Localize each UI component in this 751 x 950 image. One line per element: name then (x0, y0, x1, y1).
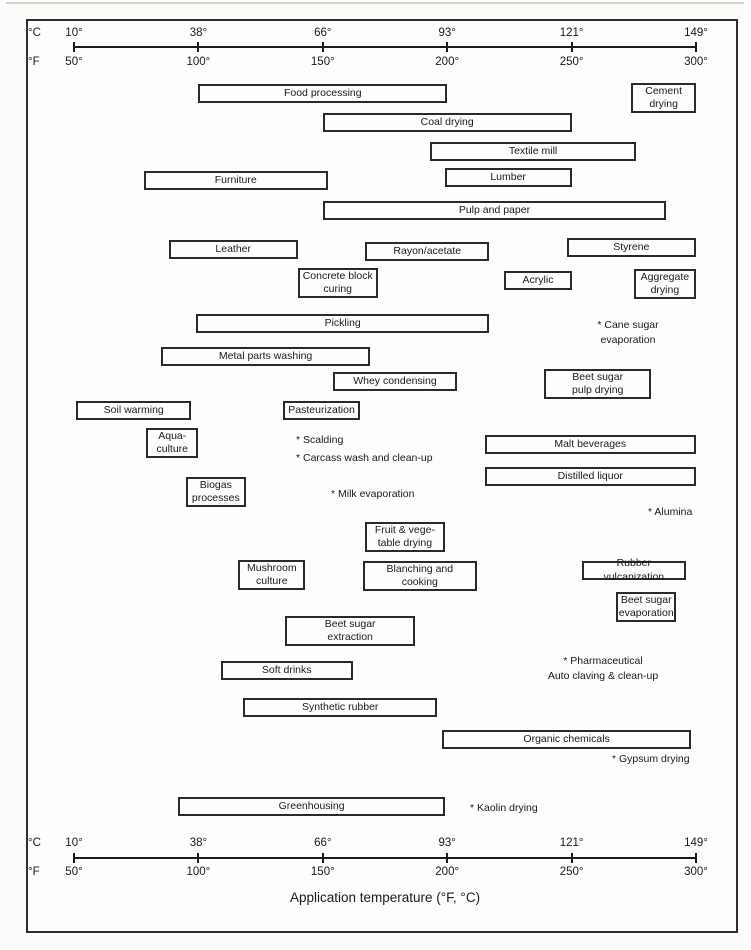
range-box-label: Soil warming (103, 403, 164, 416)
range-box-label: Textile mill (508, 144, 558, 157)
range-box-food-processing (198, 84, 447, 103)
range-box-label: Pulp and paper (458, 203, 531, 216)
range-box-label: Styrene (613, 240, 650, 253)
range-box-beet-sugar-extraction (285, 616, 414, 646)
range-box-rubber-vulcanization (582, 557, 686, 583)
note-gypsum-drying: * Gypsum drying (612, 753, 690, 765)
tick-label-fahrenheit: 100° (186, 56, 211, 68)
axis-unit-fahrenheit: °F (28, 866, 40, 878)
range-box-label: Pickling (324, 316, 361, 329)
range-box-label: Food processing (283, 86, 362, 99)
tick-label-celsius: 149° (684, 837, 708, 849)
tick-label-celsius: 93° (438, 27, 456, 39)
tick-label-fahrenheit: 300° (684, 56, 708, 68)
tick-label-fahrenheit: 150° (310, 866, 335, 878)
range-box-label: Beet sugar extraction (324, 617, 376, 643)
range-box-metal-parts-washing (161, 347, 370, 366)
tick-label-fahrenheit: 300° (684, 866, 708, 878)
range-box-beet-sugar-pulp-drying (544, 369, 651, 399)
tick-mark (73, 42, 75, 52)
tick-label-fahrenheit: 250° (559, 56, 584, 68)
tick-label-celsius: 38° (189, 27, 208, 39)
tick-label-fahrenheit: 200° (435, 56, 460, 68)
range-box-soil-warming (76, 401, 190, 420)
range-box-acrylic (504, 271, 571, 290)
range-box-label: Synthetic rubber (301, 700, 379, 713)
tick-mark (571, 42, 573, 52)
note-carcass-wash-and-clean-up: * Carcass wash and clean-up (296, 452, 433, 464)
tick-label-celsius: 149° (684, 27, 708, 39)
range-box-label: Rubber vulcanization (603, 557, 665, 583)
tick-label-celsius: 38° (189, 837, 208, 849)
range-box-label: Aggregate drying (640, 270, 690, 296)
range-box-rayon-acetate (365, 242, 489, 261)
tick-label-celsius: 121° (559, 27, 584, 39)
range-box-label: Biogas processes (191, 478, 240, 504)
range-box-label: Blanching and cooking (386, 562, 454, 588)
range-box-label: Greenhousing (278, 799, 345, 812)
range-box-aqua-culture (146, 428, 198, 458)
range-box-cement-drying (631, 83, 696, 113)
tick-label-fahrenheit: 50° (65, 56, 83, 68)
range-box-organic-chemicals (442, 730, 691, 749)
tick-mark (446, 42, 448, 52)
range-box-label: Lumber (490, 170, 526, 183)
range-box-pickling (196, 314, 490, 333)
range-box-label: Rayon/acetate (393, 244, 462, 257)
tick-label-fahrenheit: 150° (310, 56, 335, 68)
range-box-label: Pasteurization (288, 403, 355, 416)
tick-label-fahrenheit: 200° (435, 866, 460, 878)
range-box-label: Leather (215, 242, 252, 255)
range-box-malt-beverages (485, 435, 696, 454)
scan-artifact-line (6, 2, 744, 4)
range-box-label: Aqua- culture (156, 429, 189, 455)
tick-mark (571, 853, 573, 863)
range-box-mushroom-culture (238, 560, 305, 590)
range-box-blanching-and-cooking (363, 561, 477, 591)
range-box-furniture (144, 171, 328, 190)
tick-label-celsius: 66° (314, 27, 332, 39)
range-box-label: Soft drinks (261, 663, 312, 676)
range-box-label: Beet sugar evaporation (618, 593, 674, 619)
chart-caption: Application temperature (°F, °C) (289, 890, 481, 905)
range-box-label: Metal parts washing (218, 349, 313, 362)
range-box-concrete-block-curing (298, 268, 378, 298)
range-box-greenhousing (178, 797, 444, 816)
range-box-label: Cement drying (645, 84, 683, 110)
tick-label-fahrenheit: 50° (65, 866, 83, 878)
range-box-whey-condensing (333, 372, 457, 391)
note-milk-evaporation: * Milk evaporation (331, 488, 415, 500)
tick-label-celsius: 10° (65, 27, 83, 39)
tick-label-fahrenheit: 250° (559, 866, 584, 878)
axis-unit-celsius: °C (28, 837, 41, 849)
range-box-label: Beet sugar pulp drying (572, 370, 624, 396)
axis-line (74, 46, 696, 48)
tick-mark (695, 853, 697, 863)
note-alumina: * Alumina (648, 506, 693, 518)
range-box-leather (169, 240, 298, 259)
tick-label-celsius: 121° (559, 837, 584, 849)
range-box-styrene (567, 238, 696, 257)
range-box-label: Acrylic (522, 273, 554, 286)
note-kaolin-drying: * Kaolin drying (470, 802, 538, 814)
tick-mark (73, 853, 75, 863)
tick-mark (322, 42, 324, 52)
tick-label-fahrenheit: 100° (186, 866, 211, 878)
range-box-distilled-liquor (485, 467, 696, 486)
note-cane-sugar-evaporation: * Cane sugar evaporation (597, 319, 659, 347)
range-box-soft-drinks (221, 661, 353, 680)
tick-mark (197, 42, 199, 52)
axis-unit-celsius: °C (28, 27, 41, 39)
axis-line (74, 857, 696, 859)
range-box-beet-sugar-evaporation (616, 592, 676, 622)
range-box-label: Malt beverages (554, 437, 627, 450)
range-box-textile-mill (430, 142, 637, 161)
range-box-label: Coal drying (420, 115, 474, 128)
range-box-label: Organic chemicals (523, 732, 610, 745)
note-scalding: * Scalding (296, 434, 344, 446)
tick-label-celsius: 66° (314, 837, 332, 849)
range-box-fruit-vege-table-drying (365, 522, 445, 552)
tick-label-celsius: 10° (65, 837, 83, 849)
tick-mark (197, 853, 199, 863)
range-box-label: Fruit & vege- table drying (374, 523, 435, 549)
range-box-aggregate-drying (634, 269, 696, 299)
tick-label-celsius: 93° (438, 837, 456, 849)
tick-mark (695, 42, 697, 52)
range-box-coal-drying (323, 113, 572, 132)
axis-unit-fahrenheit: °F (28, 56, 40, 68)
range-box-lumber (445, 168, 572, 187)
range-box-label: Whey condensing (353, 374, 437, 387)
range-box-biogas-processes (186, 477, 246, 507)
range-box-label: Distilled liquor (557, 469, 623, 482)
range-box-pulp-and-paper (323, 201, 666, 220)
tick-mark (322, 853, 324, 863)
range-box-label: Concrete block curing (302, 269, 373, 295)
note-pharmaceutical-auto-claving-clean-up: * Pharmaceutical Auto claving & clean-up (547, 655, 659, 683)
range-box-synthetic-rubber (243, 698, 437, 717)
range-box-label: Mushroom culture (246, 561, 297, 587)
range-box-pasteurization (283, 401, 360, 420)
range-box-label: Furniture (214, 173, 257, 186)
tick-mark (446, 853, 448, 863)
